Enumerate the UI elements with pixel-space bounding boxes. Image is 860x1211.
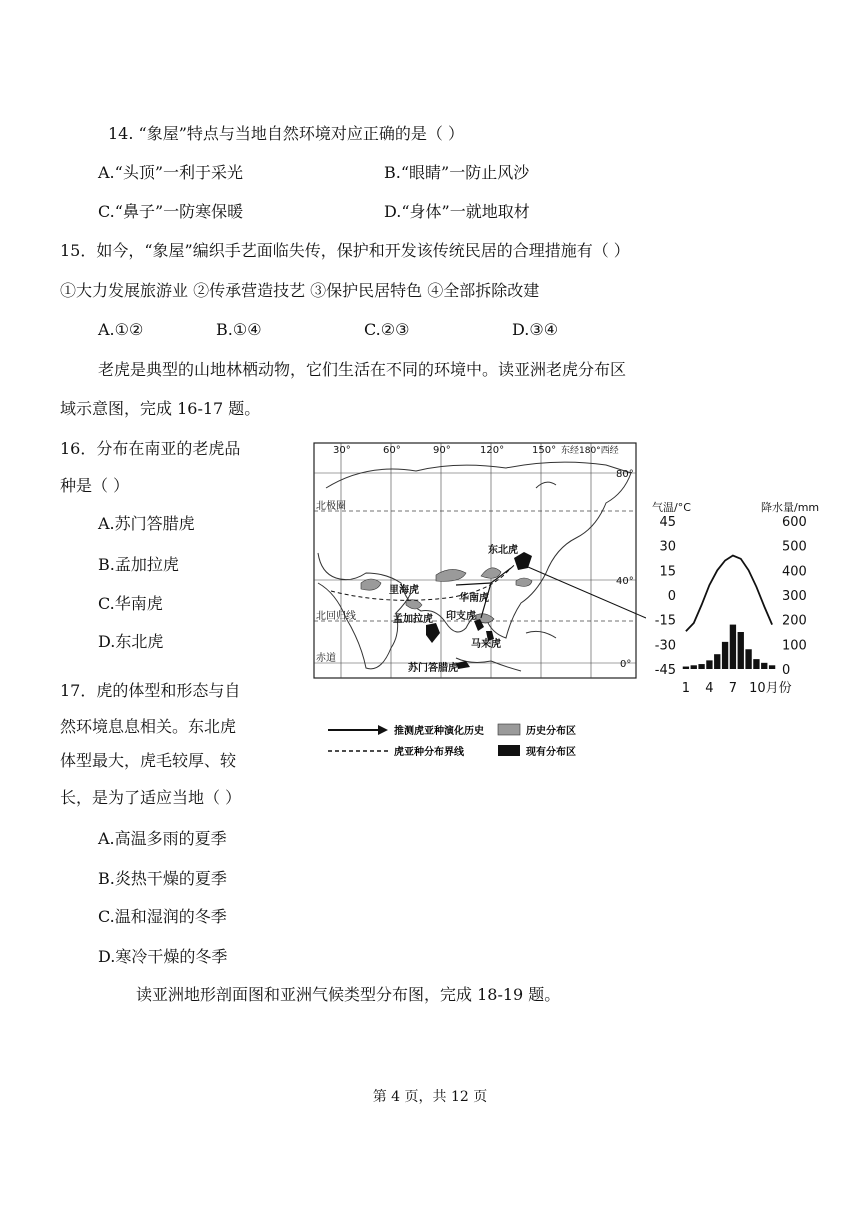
q17-stem-line1: 17．虎的体型和形态与自 (60, 681, 241, 700)
precip-tick-5: 100 (782, 638, 807, 654)
temp-tick-3: 0 (667, 589, 676, 604)
tiger-label-northeast: 东北虎 (488, 545, 518, 556)
q17-stem-line2: 然环境息息相关。东北虎 (60, 717, 237, 736)
lon-label-180: 东经180°西经 (561, 446, 619, 456)
precip-bar-10 (753, 659, 759, 669)
precip-bar-11 (761, 663, 767, 669)
lon-label-60: 60° (383, 445, 401, 456)
precip-tick-2: 400 (782, 564, 807, 580)
equator-label: 赤道 (316, 653, 336, 664)
legend-current-label: 现有分布区 (526, 747, 576, 758)
legend-arrow-head (378, 725, 388, 735)
lat-label-40: 40° (616, 576, 634, 587)
temp-tick-2: 15 (659, 564, 676, 580)
precip-tick-1: 500 (782, 539, 807, 555)
tiger-label-caspian: 里海虎 (389, 585, 419, 596)
month-tick-3: 10月份 (749, 681, 792, 696)
tiger-label-south-china: 华南虎 (459, 593, 489, 604)
q16-option-d: D.东北虎 (98, 632, 164, 651)
tiger-intro-line2: 域示意图，完成 16-17 题。 (60, 399, 261, 418)
q14-option-c: C.“鼻子”一防寒保暖 (98, 202, 244, 221)
q14-option-d: D.“身体”一就地取材 (384, 202, 530, 221)
q17-option-c: C.温和湿润的冬季 (98, 907, 227, 926)
precip-bar-7 (730, 625, 736, 669)
lon-label-120: 120° (480, 445, 505, 456)
tiger-label-sumatran: 苏门答腊虎 (408, 663, 458, 674)
page-footer: 第 4 页，共 12 页 (372, 1089, 488, 1105)
temp-tick-4: -15 (654, 613, 676, 629)
precip-bar-2 (691, 665, 697, 669)
legend-arrow-label: 推测虎亚种演化历史 (394, 726, 484, 737)
temp-tick-6: -45 (654, 663, 676, 678)
month-tick-2: 7 (728, 681, 738, 696)
precip-bar-3 (698, 664, 704, 669)
lon-label-150: 150° (532, 445, 557, 456)
tiger-label-malayan: 马来虎 (471, 639, 501, 650)
q14-option-b: B.“眼睛”一防止风沙 (384, 163, 530, 182)
q16-option-c: C.华南虎 (98, 594, 163, 613)
q16-option-a: A.苏门答腊虎 (98, 514, 195, 533)
tiger-intro-line1: 老虎是典型的山地林栖动物，它们生活在不同的环境中。读亚洲老虎分布区 (98, 360, 627, 379)
legend-current-swatch (498, 745, 520, 756)
q17-option-d: D.寒冷干燥的冬季 (98, 947, 228, 966)
q16-option-b: B.孟加拉虎 (98, 555, 179, 574)
precip-bar-9 (745, 649, 751, 669)
precip-bar-4 (706, 660, 712, 669)
lon-label-30: 30° (333, 445, 351, 456)
q14-stem: 14. “象屋”特点与当地自然环境对应正确的是（ ） (108, 124, 464, 143)
tiger-label-indochinese: 印支虎 (446, 611, 476, 622)
precip-bar-12 (769, 665, 775, 669)
tiger-map-svg (306, 433, 826, 763)
map-legend (328, 724, 576, 758)
q15-items: ①大力发展旅游业 ②传承营造技艺 ③保护民居特色 ④全部拆除改建 (60, 281, 540, 300)
q15-option-d: D.③④ (512, 320, 559, 339)
q15-option-b: B.①④ (216, 320, 262, 339)
temp-tick-0: 45 (659, 515, 676, 530)
precip-bar-6 (722, 642, 728, 669)
month-tick-1: 4 (705, 681, 714, 696)
climate-intro: 读亚洲地形剖面图和亚洲气候类型分布图，完成 18-19 题。 (136, 985, 561, 1004)
arctic-circle-label: 北极圈 (316, 501, 346, 512)
lat-label-80: 80° (616, 469, 634, 480)
precip-bar-8 (738, 632, 744, 669)
precip-tick-0: 600 (782, 515, 807, 530)
precip-tick-4: 200 (782, 613, 807, 629)
q14-option-a: A.“头顶”一利于采光 (98, 163, 244, 182)
tiger-distribution-figure (306, 433, 826, 763)
month-tick-0: 1 (681, 681, 691, 696)
q16-stem-line1: 16．分布在南亚的老虎品 (60, 439, 241, 458)
tiger-label-bengal: 孟加拉虎 (393, 614, 433, 625)
precip-tick-3: 300 (782, 589, 807, 604)
lat-label-0: 0° (620, 659, 632, 670)
climate-chart (646, 500, 819, 706)
q16-stem-line2: 种是（ ） (60, 476, 130, 495)
q17-stem-line4: 长，是为了适应当地（ ） (60, 788, 242, 807)
legend-dashed-label: 虎亚种分布界线 (394, 747, 464, 758)
temp-axis-label: 气温/°C (652, 501, 691, 514)
q17-option-b: B.炎热干燥的夏季 (98, 869, 227, 888)
tropic-of-cancer-label: 北回归线 (316, 611, 356, 622)
legend-historic-label: 历史分布区 (526, 726, 576, 737)
q15-option-a: A.①② (98, 320, 144, 339)
precip-bar-1 (683, 667, 689, 669)
temp-tick-1: 30 (659, 539, 676, 555)
lon-label-90: 90° (433, 445, 451, 456)
q17-stem-line3: 体型最大，虎毛较厚、较 (60, 751, 237, 770)
q15-stem: 15．如今，“象屋”编织手艺面临失传，保护和开发该传统民居的合理措施有（ ） (60, 241, 630, 260)
legend-historic-swatch (498, 724, 520, 735)
precip-bar-5 (714, 654, 720, 669)
q15-option-c: C.②③ (364, 320, 410, 339)
precip-tick-6: 0 (782, 663, 791, 678)
precip-axis-label: 降水量/mm (761, 501, 820, 514)
temp-tick-5: -30 (654, 638, 676, 654)
q17-option-a: A.高温多雨的夏季 (98, 829, 227, 848)
